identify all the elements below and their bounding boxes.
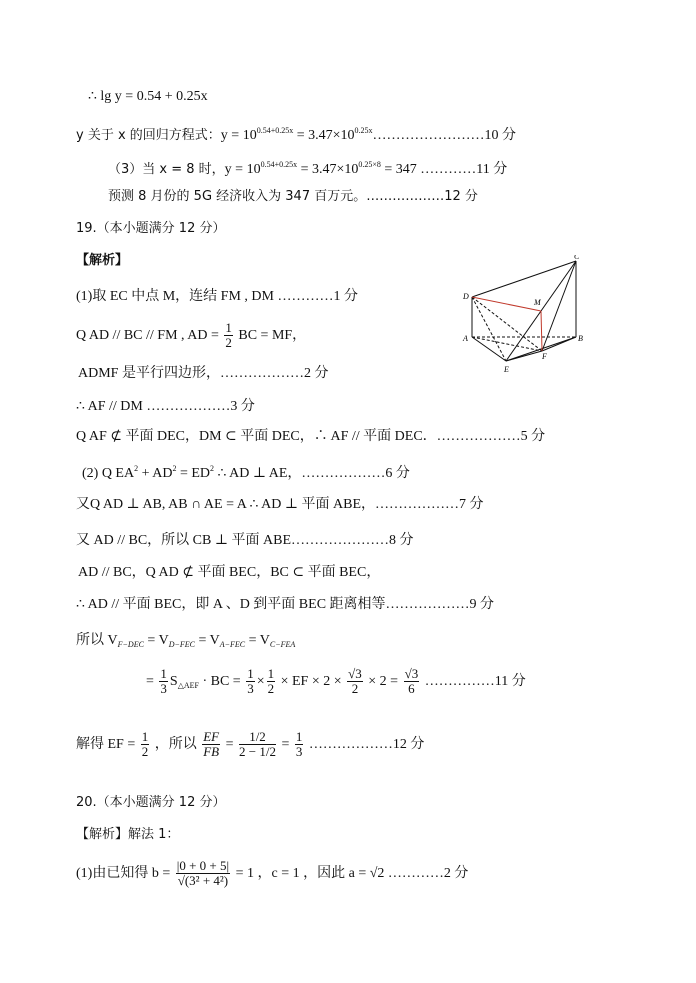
calc-frac1-den: 3 — [160, 681, 167, 697]
edge-fb — [542, 337, 576, 351]
calc-score: ……………11 分 — [424, 674, 526, 689]
calc-s: S — [169, 674, 178, 689]
calc-frac1-num: 1 — [160, 666, 167, 682]
label-d: D — [463, 292, 469, 301]
q20-a: (1)由已知得 b = — [76, 866, 171, 881]
label-c: C — [574, 255, 580, 261]
regression-label: y 关于 x 的回归方程式： — [76, 128, 221, 143]
solve-frac4-den: 3 — [295, 744, 303, 760]
solve-frac4 — [295, 730, 304, 759]
calc-frac5 — [404, 667, 420, 696]
sq3: 2 — [210, 464, 215, 473]
label-a: A — [463, 334, 468, 343]
line-ad-bc — [78, 564, 380, 582]
edge-eb — [506, 337, 576, 361]
parallel-a: Q AD // BC // FM , AD = — [76, 328, 219, 343]
calc-d: × EF × 2 × — [280, 674, 342, 689]
volume-s4: C−FEA — [269, 640, 296, 649]
calc-eq: = — [146, 674, 154, 689]
lg-equation: ∴ lg y = 0.54 + 0.25x — [88, 89, 208, 104]
solve-score: ………………12 分 — [308, 737, 425, 752]
part3-score: = 347 …………11 分 — [380, 162, 508, 177]
fraction-num: 1 — [225, 320, 232, 336]
calc-frac3-num: 1 — [267, 666, 275, 682]
q19-heading — [76, 220, 225, 238]
part2-d: ∴ AD ⊥ AE，………………6 分 — [214, 466, 410, 481]
line-volume-calc — [146, 662, 526, 702]
line-step1 — [76, 288, 358, 306]
line-lg-y — [88, 88, 208, 106]
volume-s3: A−FEC — [219, 640, 246, 649]
line-parallelogram — [78, 365, 328, 383]
q20-frac-num: |0 + 0 + 5| — [176, 858, 230, 874]
q20-analysis-heading — [76, 826, 179, 844]
label-f: F — [542, 352, 547, 361]
regression-mid: = 3.47×10 — [293, 128, 355, 143]
calc-frac3 — [267, 667, 276, 696]
calc-times1: × — [256, 674, 265, 689]
volume-s1: F−DEC — [117, 640, 144, 649]
line-part2 — [82, 460, 410, 483]
step1-text: (1)取 EC 中点 M，连结 FM , DM …………1 分 — [76, 289, 358, 304]
line-af-dm — [76, 398, 255, 416]
solve-d: = — [281, 737, 290, 752]
calc-frac4-den: 2 — [351, 681, 359, 697]
line-af-plane — [76, 428, 545, 446]
ad-plane-text: ∴ AD // 平面 BEC，即 A 、D 到平面 BEC 距离相等………………9 分 — [76, 597, 495, 612]
fraction-half — [224, 321, 233, 350]
calc-frac4-num: √3 — [348, 666, 362, 682]
line-ad-plane — [76, 596, 494, 614]
line-volume — [76, 632, 295, 654]
part2-b: + AD — [138, 466, 173, 481]
q20-analysis: 【解析】解法 1： — [76, 827, 180, 842]
fraction-den: 2 — [225, 335, 232, 351]
edge-mf-red — [541, 311, 542, 351]
q20-b: = 1 ，c = 1 ，因此 a = √2 …………2 分 — [235, 866, 469, 881]
ad-perp-text: 又Q AD ⊥ AB, AB ∩ AE = A ∴ AD ⊥ 平面 ABE，………………7 分 — [76, 497, 484, 512]
q20-frac-den: √(3² + 4²) — [177, 873, 229, 889]
solve-c: = — [225, 737, 234, 752]
volume-b: = V — [143, 633, 169, 648]
edge-dm-red — [472, 297, 541, 311]
prediction-text: 预测 8 月份的 5G 经济收入为 347 百万元。………………12 分 — [108, 189, 478, 204]
solve-frac2 — [202, 730, 220, 759]
q19-analysis-heading — [76, 252, 128, 270]
volume-s2: D−FEC — [168, 640, 195, 649]
solve-frac1 — [141, 730, 150, 759]
regression-y: y = 10 — [220, 128, 257, 143]
label-e: E — [504, 365, 509, 374]
parallelogram-text: ADMF 是平行四边形，………………2 分 — [78, 366, 329, 381]
q19-title: 19.（本小题满分 12 分） — [76, 221, 226, 236]
line-regression — [76, 122, 516, 145]
line-step-parallel — [76, 318, 306, 354]
edge-dc — [472, 261, 576, 297]
line-cb-perp — [76, 532, 414, 550]
line-part3 — [108, 156, 507, 179]
cb-perp-text: 又 AD // BC，所以 CB ⊥ 平面 ABE…………………8 分 — [76, 533, 414, 548]
part3-y: y = 10 — [224, 162, 261, 177]
solve-frac3 — [239, 730, 276, 759]
calc-s-sub: △AEF — [177, 681, 199, 690]
volume-c: = V — [194, 633, 220, 648]
calc-frac5-den: 6 — [408, 681, 415, 697]
geometry-figure — [458, 255, 588, 375]
part3-label: （3）当 x = 8 时， — [108, 162, 225, 177]
part3-exp2: 0.25×8 — [358, 160, 381, 169]
calc-frac2 — [246, 667, 255, 696]
q20-frac — [176, 859, 230, 888]
solve-frac2-den: FB — [203, 744, 220, 760]
af-plane-text: Q AF ⊄ 平面 DEC，DM ⊂ 平面 DEC，∴ AF // 平面 DEC．………………5 分 — [76, 429, 546, 444]
ad-bc-text: AD // BC，Q AD ⊄ 平面 BEC，BC ⊂ 平面 BEC， — [78, 565, 381, 580]
calc-e: × 2 = — [368, 674, 399, 689]
q20-title: 20.（本小题满分 12 分） — [76, 795, 226, 810]
solve-frac4-num: 1 — [295, 729, 303, 745]
solve-frac2-num: EF — [203, 729, 220, 745]
volume-d: = V — [245, 633, 270, 648]
line-solve-ef — [76, 720, 424, 770]
calc-frac2-den: 3 — [247, 681, 254, 697]
solve-frac1-den: 2 — [141, 744, 149, 760]
line-q20-step1 — [76, 852, 468, 896]
calc-frac5-num: √3 — [404, 666, 419, 682]
regression-score: ……………………10 分 — [372, 128, 517, 143]
sq1: 2 — [134, 464, 139, 473]
part3-exp1: 0.54+0.25x — [260, 160, 298, 169]
part2-c: = ED — [176, 466, 211, 481]
solve-a: 解得 EF = — [76, 737, 136, 752]
solve-frac3-num: 1/2 — [239, 730, 276, 745]
label-b: B — [578, 334, 583, 343]
calc-frac1 — [159, 667, 168, 696]
regression-exp2: 0.25x — [354, 126, 373, 135]
prism-diagram — [458, 255, 588, 375]
af-dm-text: ∴ AF // DM ………………3 分 — [76, 399, 255, 414]
line-ad-perp — [76, 496, 484, 514]
q20-heading — [76, 794, 225, 812]
part3-mid: = 3.47×10 — [297, 162, 359, 177]
edge-de-hidden — [472, 297, 506, 361]
solve-frac1-num: 1 — [141, 729, 149, 745]
part2-a: (2) Q EA — [82, 466, 135, 481]
sq2: 2 — [172, 464, 177, 473]
regression-exp1: 0.54+0.25x — [256, 126, 294, 135]
calc-frac3-den: 2 — [267, 681, 275, 697]
solve-b: ，所以 — [154, 737, 197, 752]
solve-frac3-den: 2 − 1/2 — [239, 744, 276, 760]
line-prediction — [108, 188, 478, 206]
calc-frac2-num: 1 — [247, 666, 254, 682]
parallel-b: BC = MF， — [238, 328, 307, 343]
calc-b: · BC = — [202, 674, 241, 689]
analysis-label: 【解析】 — [76, 253, 129, 268]
volume-a: 所以 V — [76, 633, 118, 648]
label-m: M — [534, 298, 541, 307]
calc-frac4 — [347, 667, 363, 696]
